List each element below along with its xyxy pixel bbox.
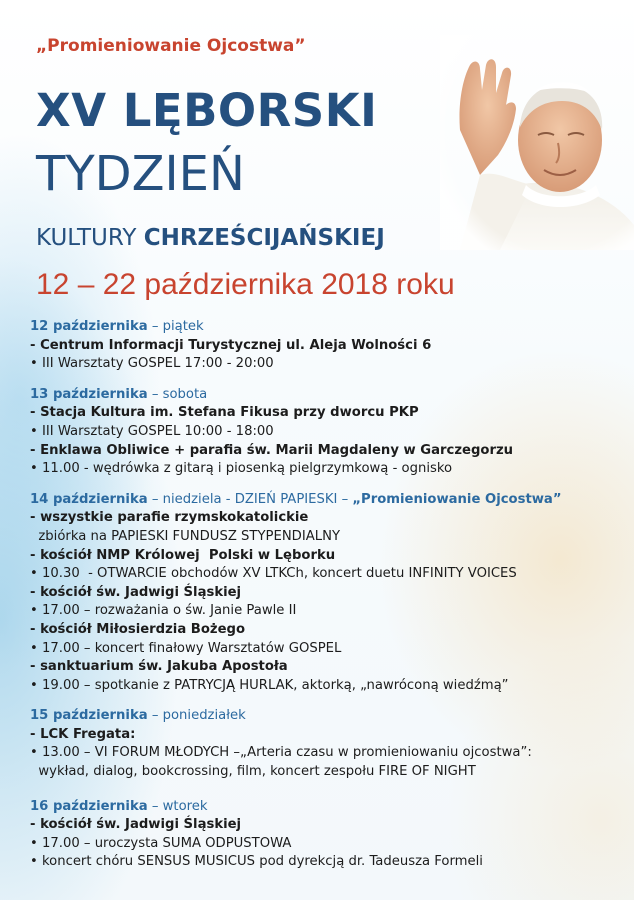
- venue: - sanktuarium św. Jakuba Apostoła: [30, 659, 288, 675]
- day-date: 14 października: [30, 491, 148, 507]
- day-block: [30, 386, 630, 479]
- event-item: • 13.00 – VI FORUM MŁODYCH –„Arteria czasu w promieniowaniu ojcostwa”:: [30, 745, 532, 761]
- day-date: 13 października: [30, 386, 148, 402]
- day-block: [30, 318, 630, 374]
- title-line-3-normal: KULTURY: [36, 225, 137, 251]
- venue: - Centrum Informacji Turystycznej ul. Aleja Wolności 6: [30, 337, 432, 353]
- venue: - kościół Miłosierdzia Bożego: [30, 621, 246, 637]
- venue: - kościół św. Jadwigi Śląskiej: [30, 817, 242, 833]
- motto: „Promieniowanie Ojcostwa”: [36, 36, 306, 56]
- day-header: [30, 798, 630, 817]
- day-weekday: – niedziela: [151, 491, 222, 507]
- venue: - LCK Fregata:: [30, 726, 136, 742]
- event-item: • III Warsztaty GOSPEL 10:00 - 18:00: [30, 423, 274, 439]
- day-block: [30, 798, 630, 872]
- day-block: [30, 491, 630, 696]
- day-header: [30, 707, 630, 726]
- day-header: [30, 386, 630, 405]
- venue: - kościół NMP Królowej Polski w Lęborku: [30, 547, 336, 563]
- day-date: 12 października: [30, 319, 148, 334]
- event-dates: 12 – 22 października 2018 roku: [36, 268, 455, 301]
- venue: - Stacja Kultura im. Stefana Fikusa przy dworcu PKP: [30, 405, 419, 421]
- venue: - kościół św. Jadwigi Śląskiej: [30, 584, 242, 600]
- event-item: • 17.00 – rozważania o św. Janie Pawle II: [30, 603, 297, 619]
- day-date: 15 października: [30, 708, 148, 724]
- venue: - wszystkie parafie rzymskokatolickie: [30, 510, 309, 526]
- event-item-continued: wykład, dialog, bookcrossing, film, koncert zespołu FIRE OF NIGHT: [30, 764, 476, 780]
- day-header: [30, 318, 630, 337]
- day-header: [30, 491, 630, 510]
- event-item: • 17.00 – koncert finałowy Warsztatów GOSPEL: [30, 640, 342, 656]
- day-weekday: – poniedziałek: [151, 708, 246, 724]
- program: [30, 318, 630, 876]
- day-block: [30, 707, 630, 781]
- event-item: • 17.00 – uroczysta SUMA ODPUSTOWA: [30, 835, 292, 851]
- event-item: zbiórka na PAPIESKI FUNDUSZ STYPENDIALNY: [30, 528, 341, 544]
- title-line-3-bold: CHRZEŚCIJAŃSKIEJ: [143, 225, 385, 251]
- day-weekday: – piątek: [151, 319, 204, 334]
- event-item: • III Warsztaty GOSPEL 17:00 - 20:00: [30, 356, 274, 372]
- day-weekday: – sobota: [151, 386, 208, 402]
- day-weekday: – wtorek: [151, 798, 208, 814]
- pope-photo: [440, 35, 634, 250]
- title-line-1: XV LĘBORSKI: [36, 84, 378, 137]
- day-date: 16 października: [30, 798, 148, 814]
- event-item: • 10.30 - OTWARCIE obchodów XV LTKCh, koncert duetu INFINITY VOICES: [30, 566, 517, 582]
- event-item: • koncert chóru SENSUS MUSICUS pod dyrekcją dr. Tadeusza Formeli: [30, 854, 483, 870]
- title-line-3: [36, 225, 385, 251]
- event-item: • 19.00 – spotkanie z PATRYCJĄ HURLAK, aktorką, „nawróconą wiedźmą”: [30, 677, 509, 693]
- title-line-2: TYDZIEŃ: [36, 146, 245, 202]
- event-item: • 11.00 - wędrówka z gitarą i piosenką pielgrzymkową - ognisko: [30, 461, 453, 477]
- venue: - Enklawa Obliwice + parafia św. Marii Magdaleny w Garczegorzu: [30, 442, 514, 458]
- day-note: - DZIEŃ PAPIESKI –: [221, 491, 353, 507]
- day-note-motto: „Promieniowanie Ojcostwa”: [352, 491, 562, 507]
